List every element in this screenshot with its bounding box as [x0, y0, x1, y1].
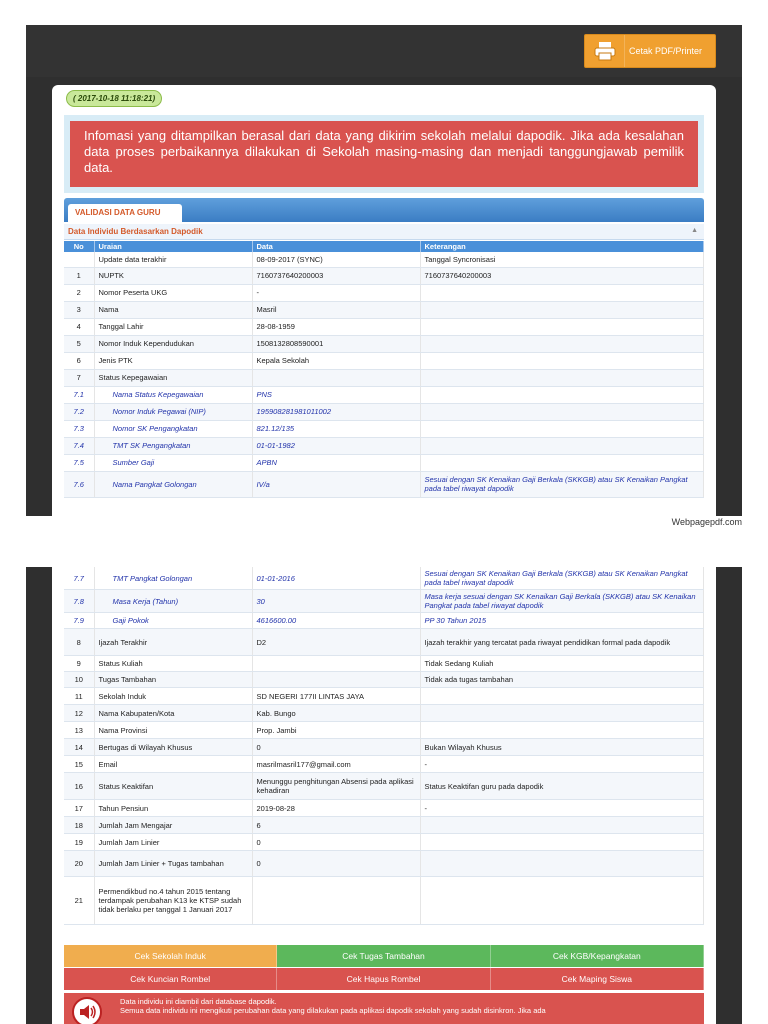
cell-uraian: Ijazah Terakhir [94, 629, 252, 656]
table-body-2 [64, 567, 704, 925]
cell-data [252, 672, 420, 688]
cell-uraian: Sekolah Induk [94, 688, 252, 705]
table-row [64, 705, 704, 722]
cell-data: Menunggu penghitungan Absensi pada aplikasi kehadiran [252, 773, 420, 800]
table-row [64, 722, 704, 739]
cell-keterangan: - [420, 800, 704, 817]
button-row-1 [64, 945, 704, 967]
cell-keterangan [420, 301, 704, 318]
button-cek-kgb-kepangkatan[interactable]: Cek KGB/Kepangkatan [491, 945, 704, 967]
table-row [64, 369, 704, 386]
cell-data [252, 369, 420, 386]
cell-uraian: Bertugas di Wilayah Khusus [94, 739, 252, 756]
content-card [52, 85, 716, 516]
cell-no: 6 [64, 352, 94, 369]
cell-no: 15 [64, 756, 94, 773]
printer-icon [585, 35, 625, 67]
pdf-page-1 [26, 25, 742, 516]
table-row [64, 284, 704, 301]
button-cek-sekolah-induk[interactable]: Cek Sekolah Induk [64, 945, 277, 967]
cell-no: 21 [64, 877, 94, 925]
table-row [64, 386, 704, 403]
cell-no: 17 [64, 800, 94, 817]
button-cek-maping-siswa[interactable]: Cek Maping Siswa [491, 968, 704, 990]
data-table-1 [64, 241, 704, 498]
cell-keterangan: Masa kerja sesuai dengan SK Kenaikan Gaji Berkala (SKKGB) atau SK Kenaikan Pangkat pada tabel riwayat dapodik [420, 590, 704, 613]
cell-data: D2 [252, 629, 420, 656]
cell-uraian: TMT SK Pengangkatan [94, 437, 252, 454]
cell-no: 19 [64, 834, 94, 851]
tab-bar [64, 198, 704, 222]
info-alert: Infomasi yang ditampilkan berasal dari data yang dikirim sekolah melalui dapodik. Jika ada kesalahan data proses perbaikannya dilakukan di Sekolah masing-masing dan menjadi tanggungjawab pemilik data. [70, 121, 698, 187]
table-body-1 [64, 252, 704, 497]
cell-keterangan [420, 688, 704, 705]
watermark-credit: Webpagepdf.com [671, 517, 742, 527]
cell-data: Masril [252, 301, 420, 318]
cell-keterangan [420, 318, 704, 335]
cell-uraian: Email [94, 756, 252, 773]
cell-uraian: Nama Provinsi [94, 722, 252, 739]
cell-uraian: Tahun Pensiun [94, 800, 252, 817]
cell-data: SD NEGERI 177II LINTAS JAYA [252, 688, 420, 705]
cell-keterangan [420, 386, 704, 403]
cell-data: 195908281981011002 [252, 403, 420, 420]
cell-no: 3 [64, 301, 94, 318]
cell-data: IV/a [252, 471, 420, 497]
table-row [64, 352, 704, 369]
data-table-2 [64, 567, 704, 925]
cell-data: 08-09-2017 (SYNC) [252, 252, 420, 267]
button-cek-kuncian-rombel[interactable]: Cek Kuncian Rombel [64, 968, 277, 990]
table-row [64, 817, 704, 834]
cell-keterangan: Ijazah terakhir yang tercatat pada riwayat pendidikan formal pada dapodik [420, 629, 704, 656]
content-card-2 [52, 567, 716, 1024]
cell-data: Kab. Bungo [252, 705, 420, 722]
cell-uraian: Tugas Tambahan [94, 672, 252, 688]
cell-no: 5 [64, 335, 94, 352]
data-table-wrap-2 [64, 567, 704, 925]
table-header-row [64, 241, 704, 252]
table-row [64, 688, 704, 705]
cell-keterangan [420, 722, 704, 739]
table-row [64, 590, 704, 613]
cell-no: 8 [64, 629, 94, 656]
cell-no: 11 [64, 688, 94, 705]
table-row [64, 834, 704, 851]
button-cek-hapus-rombel[interactable]: Cek Hapus Rombel [277, 968, 490, 990]
cell-no: 7.7 [64, 567, 94, 590]
cell-uraian: Nama Kabupaten/Kota [94, 705, 252, 722]
collapse-caret-icon[interactable]: ▲ [691, 227, 698, 234]
col-keterangan: Keterangan [420, 241, 704, 252]
section-title: Data Individu Berdasarkan Dapodik [68, 227, 203, 236]
cell-uraian: Jenis PTK [94, 352, 252, 369]
table-row [64, 851, 704, 877]
table-row [64, 773, 704, 800]
table-row [64, 403, 704, 420]
table-row [64, 567, 704, 590]
cell-keterangan: PP 30 Tahun 2015 [420, 613, 704, 629]
cell-no: 4 [64, 318, 94, 335]
section-header[interactable] [64, 224, 704, 240]
tab-validasi-data-guru[interactable]: VALIDASI DATA GURU [68, 204, 182, 222]
cell-no: 7.2 [64, 403, 94, 420]
cell-data: PNS [252, 386, 420, 403]
cell-keterangan [420, 403, 704, 420]
cell-data: 821.12/135 [252, 420, 420, 437]
cell-data [252, 656, 420, 672]
cell-keterangan: Sesuai dengan SK Kenaikan Gaji Berkala (SKKGB) atau SK Kenaikan Pangkat pada tabel riwayat dapodik [420, 471, 704, 497]
timestamp-badge: ( 2017-10-18 11:18:21) [66, 90, 162, 107]
cell-no: 7 [64, 369, 94, 386]
cell-keterangan: Tidak Sedang Kuliah [420, 656, 704, 672]
print-pdf-button[interactable] [584, 34, 716, 68]
cell-uraian: NUPTK [94, 267, 252, 284]
table-row [64, 800, 704, 817]
cell-data: 1508132808590001 [252, 335, 420, 352]
cell-keterangan: Bukan Wilayah Khusus [420, 739, 704, 756]
cell-no: 13 [64, 722, 94, 739]
cell-keterangan [420, 352, 704, 369]
cell-no: 7.9 [64, 613, 94, 629]
cell-uraian: Jumlah Jam Linier + Tugas tambahan [94, 851, 252, 877]
cell-uraian: Nomor SK Pengangkatan [94, 420, 252, 437]
notice-box [64, 993, 704, 1024]
cell-uraian: Nama Status Kepegawaian [94, 386, 252, 403]
cell-keterangan: Tanggal Syncronisasi [420, 252, 704, 267]
cell-keterangan [420, 817, 704, 834]
cell-data: 0 [252, 739, 420, 756]
button-row-2 [64, 968, 704, 990]
table-row [64, 252, 704, 267]
cell-data: 4616600.00 [252, 613, 420, 629]
table-row [64, 454, 704, 471]
cell-data: 01-01-2016 [252, 567, 420, 590]
cell-no: 16 [64, 773, 94, 800]
pdf-page-2 [26, 567, 742, 1024]
table-row [64, 301, 704, 318]
cell-data: 7160737640200003 [252, 267, 420, 284]
print-button-label: Cetak PDF/Printer [629, 46, 703, 56]
cell-keterangan: 7160737640200003 [420, 267, 704, 284]
table-row [64, 756, 704, 773]
cell-keterangan: Status Keaktifan guru pada dapodik [420, 773, 704, 800]
cell-no: 9 [64, 656, 94, 672]
cell-keterangan [420, 284, 704, 301]
table-row [64, 437, 704, 454]
cell-no: 7.1 [64, 386, 94, 403]
table-row [64, 267, 704, 284]
cell-uraian: Status Kuliah [94, 656, 252, 672]
cell-uraian: Jumlah Jam Linier [94, 834, 252, 851]
col-data: Data [252, 241, 420, 252]
col-uraian: Uraian [94, 241, 252, 252]
cell-no: 7.6 [64, 471, 94, 497]
cell-no: 14 [64, 739, 94, 756]
table-row [64, 471, 704, 497]
cell-uraian: Status Kepegawaian [94, 369, 252, 386]
cell-uraian: Nomor Induk Pegawai (NIP) [94, 403, 252, 420]
info-box [64, 115, 704, 193]
cell-no: 2 [64, 284, 94, 301]
cell-keterangan [420, 420, 704, 437]
cell-uraian: TMT Pangkat Golongan [94, 567, 252, 590]
cell-no: 7.4 [64, 437, 94, 454]
cell-keterangan [420, 437, 704, 454]
cell-no: 12 [64, 705, 94, 722]
speaker-icon [72, 997, 102, 1024]
cell-no: 7.3 [64, 420, 94, 437]
cell-keterangan [420, 454, 704, 471]
table-row [64, 318, 704, 335]
cell-no: 1 [64, 267, 94, 284]
cell-no: 7.8 [64, 590, 94, 613]
cell-data: 0 [252, 834, 420, 851]
cell-data: 30 [252, 590, 420, 613]
cell-uraian: Nomor Induk Kependudukan [94, 335, 252, 352]
cell-uraian: Nama [94, 301, 252, 318]
table-row [64, 629, 704, 656]
cell-uraian: Jumlah Jam Mengajar [94, 817, 252, 834]
cell-keterangan [420, 705, 704, 722]
table-row [64, 335, 704, 352]
table-row [64, 739, 704, 756]
cell-keterangan [420, 851, 704, 877]
cell-data: APBN [252, 454, 420, 471]
cell-keterangan [420, 335, 704, 352]
table-row [64, 656, 704, 672]
top-toolbar [26, 25, 742, 77]
cell-uraian: Permendikbud no.4 tahun 2015 tentang terdampak perubahan K13 ke KTSP sudah tidak berlaku per tanggal 1 Januari 2017 [94, 877, 252, 925]
table-row [64, 420, 704, 437]
cell-keterangan [420, 877, 704, 925]
cell-data: 01-01-1982 [252, 437, 420, 454]
cell-uraian: Update data terakhir [94, 252, 252, 267]
cell-no: 18 [64, 817, 94, 834]
cell-no: 10 [64, 672, 94, 688]
data-table-wrap-1 [64, 241, 704, 498]
cell-data [252, 877, 420, 925]
cell-data: 2019-08-28 [252, 800, 420, 817]
cell-no: 7.5 [64, 454, 94, 471]
cell-uraian: Sumber Gaji [94, 454, 252, 471]
table-row [64, 877, 704, 925]
cell-uraian: Gaji Pokok [94, 613, 252, 629]
notice-line-2: Semua data individu ini mengikuti perubahan data yang dilakukan pada aplikasi dapodik sekolah yang sudah disinkron. Jika ada [120, 1006, 546, 1015]
cell-uraian: Nama Pangkat Golongan [94, 471, 252, 497]
cell-data: Prop. Jambi [252, 722, 420, 739]
cell-keterangan: - [420, 756, 704, 773]
cell-no [64, 252, 94, 267]
cell-keterangan [420, 834, 704, 851]
cell-keterangan: Sesuai dengan SK Kenaikan Gaji Berkala (SKKGB) atau SK Kenaikan Pangkat pada tabel riwayat dapodik [420, 567, 704, 590]
cell-data: - [252, 284, 420, 301]
cell-keterangan: Tidak ada tugas tambahan [420, 672, 704, 688]
cell-uraian: Tanggal Lahir [94, 318, 252, 335]
cell-data: masrilmasril177@gmail.com [252, 756, 420, 773]
notice-line-1: Data individu ini diambil dari database dapodik. [120, 997, 277, 1006]
cell-data: 28-08-1959 [252, 318, 420, 335]
cell-no: 20 [64, 851, 94, 877]
col-no: No [64, 241, 94, 252]
cell-data: Kepala Sekolah [252, 352, 420, 369]
button-cek-tugas-tambahan[interactable]: Cek Tugas Tambahan [277, 945, 490, 967]
table-row [64, 672, 704, 688]
cell-keterangan [420, 369, 704, 386]
cell-data: 0 [252, 851, 420, 877]
cell-uraian: Status Keaktifan [94, 773, 252, 800]
cell-uraian: Masa Kerja (Tahun) [94, 590, 252, 613]
cell-uraian: Nomor Peserta UKG [94, 284, 252, 301]
table-row [64, 613, 704, 629]
cell-data: 6 [252, 817, 420, 834]
